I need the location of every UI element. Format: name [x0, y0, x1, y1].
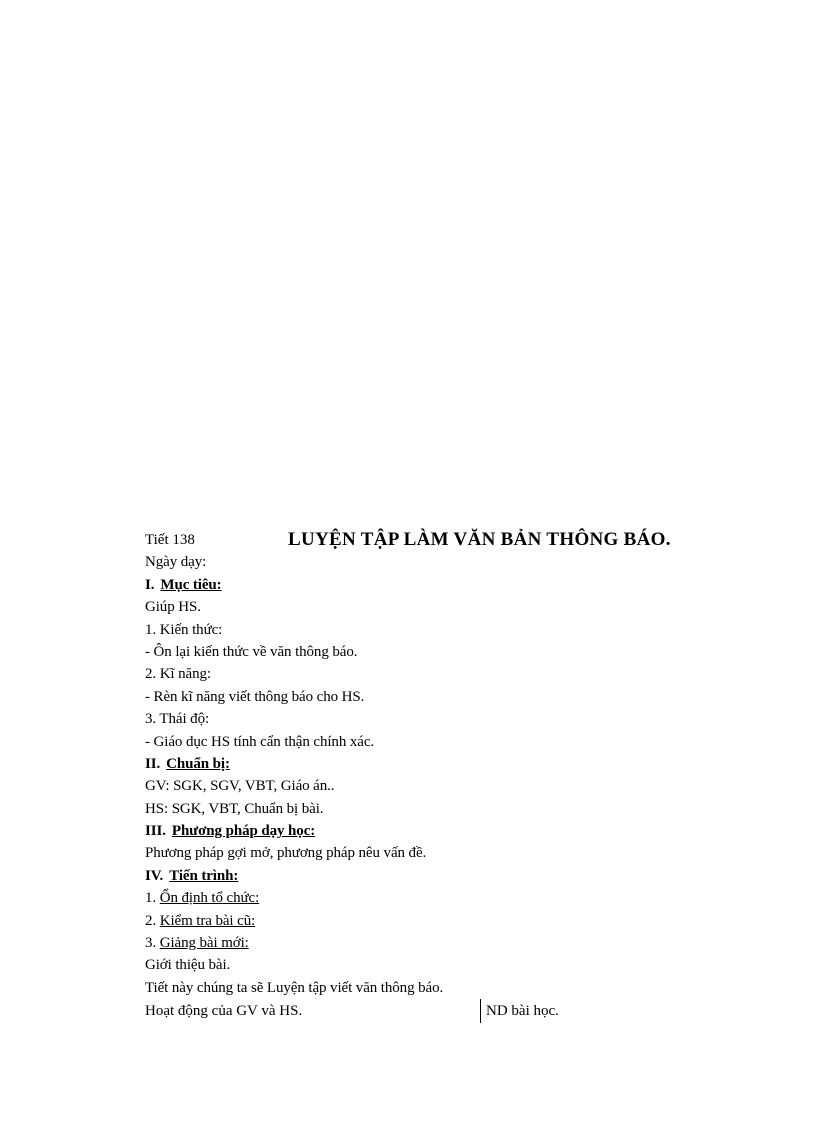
document-body: [145, 529, 705, 1023]
lesson-intro-detail: Tiết này chúng ta sẽ Luyện tập viết văn thông báo.: [145, 979, 444, 996]
activity-table-header: [145, 999, 705, 1023]
section-numeral: I.: [145, 576, 155, 593]
objective-label-knowledge: 1. Kiến thức:: [145, 621, 223, 638]
section-title: Mục tiêu:: [160, 576, 222, 593]
procedure-step: [145, 910, 705, 932]
section-numeral: IV.: [145, 867, 164, 884]
methods-text: Phương pháp gợi mở, phương pháp nêu vấn đề.: [145, 845, 427, 862]
lesson-number: Tiết 138: [145, 532, 195, 548]
step-text: Kiểm tra bài cũ:: [159, 912, 256, 929]
section-numeral: II.: [145, 755, 161, 772]
section-heading-objectives: [145, 574, 705, 596]
procedure-step: [145, 932, 705, 954]
section-numeral: III.: [145, 823, 166, 840]
step-text: Giảng bài mới:: [159, 935, 249, 952]
date-line: Ngày dạy:: [145, 554, 207, 571]
step-number: 3.: [145, 935, 157, 952]
preparation-teacher: GV: SGK, SGV, VBT, Giáo án..: [145, 778, 335, 795]
section-title: Phương pháp dạy học:: [171, 823, 316, 840]
page-title: LUYỆN TẬP LÀM VĂN BẢN THÔNG BÁO.: [288, 529, 671, 550]
section-heading-procedure: [145, 865, 705, 887]
objective-detail-attitude: - Giáo dục HS tính cẩn thận chính xác.: [145, 733, 375, 750]
procedure-step: [145, 887, 705, 909]
section-heading-methods: [145, 820, 705, 842]
column-header-activities: Hoạt động của GV và HS.: [145, 1003, 303, 1020]
step-number: 1.: [145, 890, 157, 907]
section-title: Chuẩn bị:: [166, 755, 230, 772]
column-header-content: ND bài học.: [480, 999, 559, 1023]
objective-detail-knowledge: - Ôn lại kiến thức về văn thông báo.: [145, 643, 358, 660]
objective-label-attitude: 3. Thái độ:: [145, 711, 210, 728]
step-text: Ổn định tổ chức:: [159, 890, 260, 907]
objective-label-skills: 2. Kĩ năng:: [145, 666, 211, 683]
objective-detail-skills: - Rèn kĩ năng viết thông báo cho HS.: [145, 688, 365, 705]
objectives-intro: Giúp HS.: [145, 599, 201, 616]
preparation-students: HS: SGK, VBT, Chuẩn bị bài.: [145, 800, 324, 817]
section-heading-preparation: [145, 753, 705, 775]
header-line: [145, 529, 705, 551]
step-number: 2.: [145, 912, 157, 929]
lesson-intro: Giới thiệu bài.: [145, 957, 231, 974]
section-title: Tiến trình:: [169, 867, 239, 884]
